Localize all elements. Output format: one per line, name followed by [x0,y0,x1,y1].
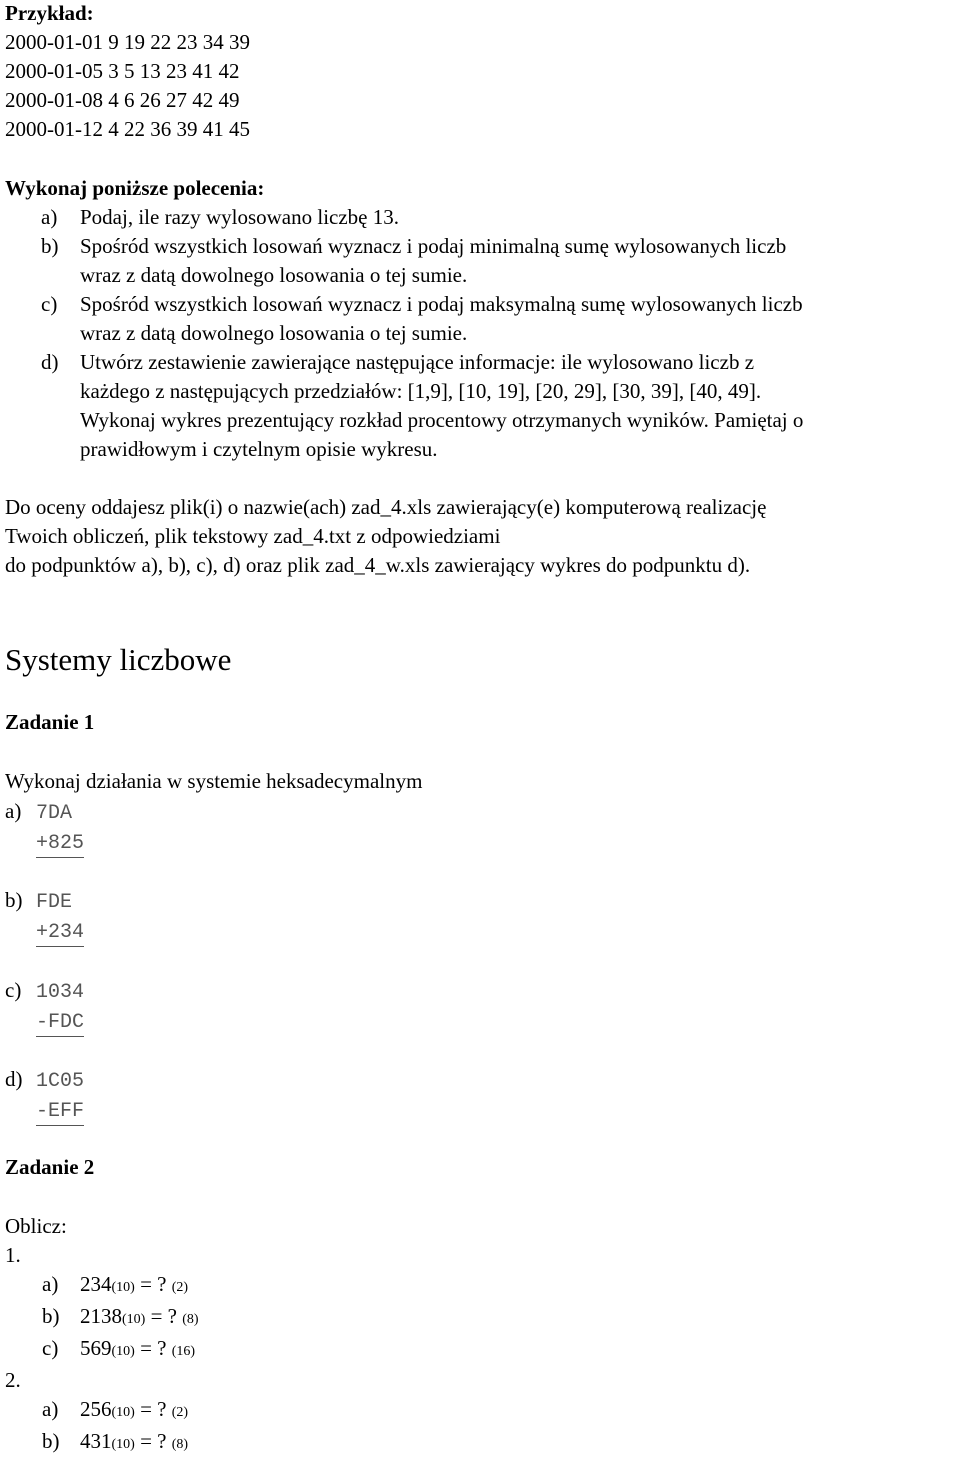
hex-operand-bottom: -EFF [36,1099,84,1126]
zadanie1-title [5,708,955,737]
conversion-label: a) [42,1397,59,1421]
hex-task-c [5,976,955,1036]
hex-operand-top: 7DA [36,802,73,825]
task-text: Podaj, ile razy wylosowano liczbę 13. [80,205,399,229]
conversion-value: 2138 [80,1304,122,1328]
task-text: Utwórz zestawienie zawierające następujące informacje: ile wylosowano liczb z [80,350,755,374]
hex-task-d [5,1065,955,1125]
task-item [5,203,955,232]
example-heading: Przykład: [5,1,94,25]
task-item [5,290,955,348]
task-text: wraz z datą dowolnego losowania o tej sumie. [80,263,468,287]
conversion-label: b) [42,1429,60,1453]
task-text: wraz z datą dowolnego losowania o tej sumie. [80,321,468,345]
submission-line: Do oceny oddajesz plik(i) o nazwie(ach) zad_4.xls zawierający(e) komputerową realizację [5,495,767,519]
hex-task-label: a) [5,799,22,823]
hex-operand-bottom: -FDC [36,1010,84,1037]
task-text: Spośród wszystkich losowań wyznacz i podaj minimalną sumę wylosowanych liczb [80,234,787,258]
hex-operand-top: 1034 [36,981,85,1004]
tasks-section [5,174,955,464]
conversion-label: a) [42,1272,59,1296]
hex-task-label: c) [5,978,22,1002]
task-text: Spośród wszystkich losowań wyznacz i podaj maksymalną sumę wylosowanych liczb [80,292,803,316]
conversion-target-base: (2) [171,1405,189,1420]
task-text: każdego z następujących przedziałów: [1,9], [10, 19], [20, 29], [30, 39], [40, 49]. [80,379,762,403]
task-text: prawidłowym i czytelnym opisie wykresu. [80,437,438,461]
conversion-item [5,1427,955,1459]
conversion-equals: = ? [145,1304,183,1328]
task-label: b) [41,234,59,258]
conversion-value: 234 [80,1272,112,1296]
task-item [5,232,955,290]
conversion-target-base: (8) [171,1437,189,1452]
conversion-source-base: (10) [111,1405,135,1420]
task-label: d) [41,350,59,374]
hex-task-b [5,886,955,946]
task-text: Wykonaj wykres prezentujący rozkład procentowy otrzymanych wyników. Pamiętaj o [80,408,804,432]
conversion-value: 431 [80,1429,112,1453]
conversion-source-base: (10) [122,1312,146,1327]
submission-note [5,493,955,580]
zadanie1-heading: Zadanie 1 [5,710,95,734]
conversion-target-base: (2) [171,1280,189,1295]
hex-operand-top: 1C05 [36,1070,85,1093]
zadanie1-intro-text: Wykonaj działania w systemie heksadecymalnym [5,769,423,793]
tasks-list [5,203,955,464]
conversion-label: b) [42,1304,60,1328]
example-row: 2000-01-08 4 6 26 27 42 49 [5,88,240,112]
zadanie2-body [5,1212,955,1459]
conversion-equals: = ? [134,1272,172,1296]
conversion-equals: = ? [134,1336,172,1360]
conversion-source-base: (10) [111,1344,135,1359]
group-number: 1. [5,1243,21,1267]
task-item [5,348,955,464]
conversion-target-base: (16) [171,1344,196,1359]
example-section [5,0,955,144]
conversion-source-base: (10) [111,1280,135,1295]
example-row: 2000-01-01 9 19 22 23 34 39 [5,30,250,54]
conversion-item [5,1334,955,1366]
hex-operand-bottom: +825 [36,831,84,858]
section-title: Systemy liczbowe [5,642,232,677]
conversion-equals: = ? [134,1429,172,1453]
conversion-target-base: (8) [182,1312,199,1327]
conversion-equals: = ? [134,1397,172,1421]
submission-line: do podpunktów a), b), c), d) oraz plik zad_4_w.xls zawierający wykres do podpunktu d). [5,553,751,577]
hex-operand-top: FDE [36,891,73,914]
conversion-value: 256 [80,1397,112,1421]
zadanie2-heading: Zadanie 2 [5,1155,95,1179]
hex-operand-bottom: +234 [36,920,84,947]
hex-task-label: b) [5,888,23,912]
conversion-value: 569 [80,1336,112,1360]
zadanie2-intro: Oblicz: [5,1214,67,1238]
submission-line: Twoich obliczeń, plik tekstowy zad_4.txt z odpowiedziami [5,524,501,548]
zadanie2-title [5,1153,955,1182]
conversion-item [5,1270,955,1302]
conversion-item [5,1302,955,1334]
conversion-source-base: (10) [111,1437,135,1452]
example-row: 2000-01-12 4 22 36 39 41 45 [5,117,250,141]
tasks-heading: Wykonaj poniższe polecenia: [5,176,265,200]
conversion-label: c) [42,1336,59,1360]
task-label: a) [41,205,58,229]
hex-task-label: d) [5,1067,23,1091]
task-label: c) [41,292,58,316]
zadanie1-intro [5,767,955,796]
hex-task-a [5,797,955,857]
example-row: 2000-01-05 3 5 13 23 41 42 [5,59,240,83]
group-number: 2. [5,1368,21,1392]
conversion-item [5,1395,955,1427]
